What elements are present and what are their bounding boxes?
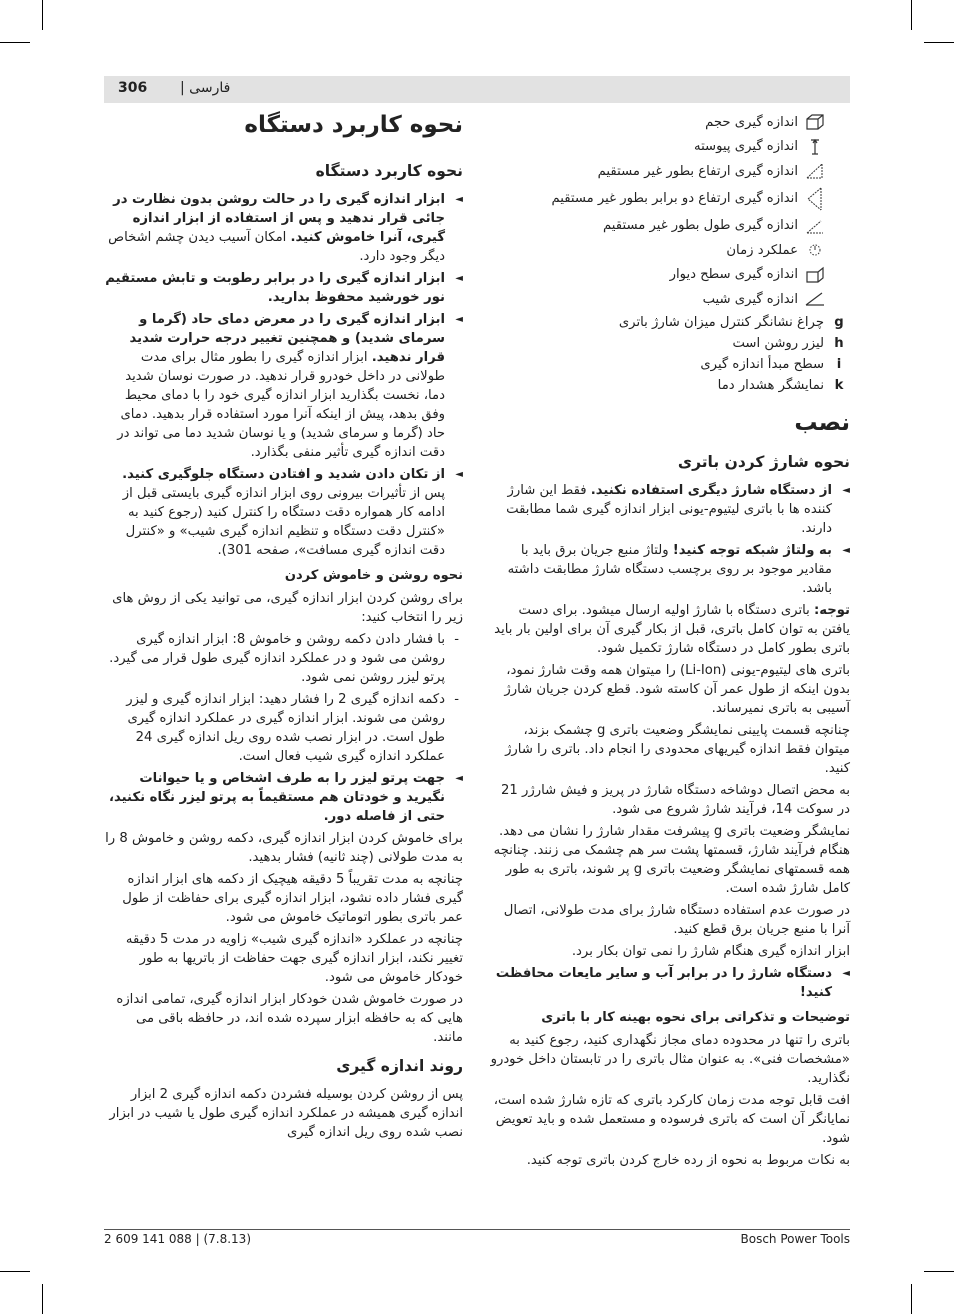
brand-label: Bosch Power Tools xyxy=(740,1232,850,1246)
paragraph: در صورت عدم استفاده دستگاه شارژ برای مدت طولانی، اتصال آنرا با منبع جریان برق قطع کنید. xyxy=(503,903,850,938)
crop-mark xyxy=(42,0,43,30)
warning-bullet: ◄ ابزار اندازه گیری را در برابر رطوبت و تابش مستقیم نور خورشید محفوظ بدارید. xyxy=(104,269,463,307)
dash-item: - با فشار دادن دکمه روشن و خاموش 8: ابزار اندازه گیری روشن می شود و در عملکرد اندازه گیری طول قرار می گیرد. پرتو لیزر روشن نمی شود. xyxy=(104,630,463,687)
page-number: 306 xyxy=(118,80,148,96)
subsection-heading: نحوه روشن و خاموش کردن xyxy=(284,567,463,583)
indirect-height-icon xyxy=(802,160,828,182)
warning-bullet: ◄ ابزار اندازه گیری را در معرض دمای حاد (گرما و سرمای شدید) و همچنین تغییر درجه حرارت شدید قرار ندهید. ابزار اندازه گیری را بطور مثال برای مدت طولانی در داخل خودرو قرار ندهید. در صورت نوسان شدید دما، نخست بگذارید ابزار اندازه گیری خود را با دمای محیط وفق بدهد، پیش از اینکه آنرا مورد استفاده قرار بدهید. دمای حاد (گرما و سرمای شدید) و یا نوسان شدید دما می تواند در دقت اندازه گیری تأثیر منفی بگذارد. xyxy=(104,310,463,462)
left-column xyxy=(104,110,463,1145)
dash-item: - دکمه اندازه گیری 2 را فشار دهید: ابزار اندازه گیری و لیزر روشن می شوند. ابزار اندازه گیری در عملکرد اندازه گیری طول است. در ابزار نصب شده روی ریل اندازه گیری 24 عملکرد اندازه گیری شیب فعال است. xyxy=(104,690,463,766)
symbol-row: اندازه گیری حجم xyxy=(490,110,850,135)
volume-measure-icon xyxy=(802,111,828,133)
wall-area-icon xyxy=(802,264,828,286)
footer-rule xyxy=(104,1229,850,1230)
paragraph: باتری را تنها در محدوده دمای مجاز نگهداری کنید، رجوع کنید به «مشخصات فنی». به عنوان مثال باتری را در تابستان داخل خودرو نگذارید. xyxy=(490,1033,850,1087)
crop-mark xyxy=(924,42,954,43)
symbol-list xyxy=(490,110,850,396)
warning-bullet: ◄ به ولتاژ شبکه توجه کنید! ولتاژ منبع جریان برق باید با مقادیر موجود بر روی برچسب دستگاه شارژ مطابقت داشته باشد. xyxy=(490,541,850,598)
paragraph: به نکات مربوط به نحوه از رده خارج کردن باتری توجه کنید. xyxy=(526,1153,850,1169)
subsection-heading: روند اندازه گیری xyxy=(336,1056,463,1075)
warning-bullet: ◄ از تکان دادن شدید و افتادن دستگاه جلوگیری کنید. پس از تأثیرات بیرونی روی ابزار اندازه گیری بایستی قبل از ادامه کار همواره دقت دستگاه را کنترل کنید (رجوع کنید به «کنترل دقت دستگاه و تنظیم اندازه گیری شیب» و «کنترل دقت اندازه گیری مسافت»، صفحه 301). xyxy=(104,465,463,560)
symbol-row: g چراغ نشانگر کنترل میزان شارژ باتری xyxy=(618,314,844,330)
right-column xyxy=(490,110,850,1173)
language-label: | فارسی xyxy=(180,80,231,96)
paragraph: در صورت خاموش شدن خودکار ابزار اندازه گیری، تمامی اندازه هایی که به حافظه ابزار سپرده شده اند، در حافظه باقی می مانند. xyxy=(116,991,463,1045)
paragraph: برای روشن کردن ابزار اندازه گیری، می توانید یکی از روش های زیر را انتخاب کنید: xyxy=(112,590,463,625)
page-header xyxy=(104,76,850,103)
paragraph: پس از روشن کردن بوسیله فشردن دکمه اندازه گیری 2 ابزار اندازه گیری همیشه در عملکرد اندازه گیری طول یا شیب در ابزار نصب شده روی ریل اندازه گیری xyxy=(109,1086,463,1140)
document-code: 2 609 141 088 | (7.8.13) xyxy=(104,1232,251,1246)
warning-bullet: ◄ از دستگاه شارژ دیگری استفاده نکنید. فقط این شارژ کننده ها با باتری لیتیوم-یونی ابزار اندازه گیری شما مطابقت دارند. xyxy=(490,481,850,538)
warning-bullet: ◄ جهت پرتو لیزر را به طرف اشخاص و یا حیوانات نگیرید و خودتان هم مستقیماً به پرتو لیزر نگاه نکنید، حتی از فاصله دور. xyxy=(104,769,463,826)
symbol-row: h لیزر روشن است xyxy=(732,335,844,351)
symbol-row: اندازه گیری شیب xyxy=(490,287,850,312)
double-indirect-height-icon xyxy=(802,188,828,210)
crop-mark xyxy=(924,1271,954,1272)
subsection-heading: نحوه شارژ کردن باتری xyxy=(677,453,850,472)
paragraph: چنانچه قسمت پایینی نمایشگر وضعیت باتری g چشمک بزند، میتوان فقط اندازه گیریهای محدودی را انجام داد. باتری را شارژ کنید. xyxy=(505,723,850,777)
timer-icon xyxy=(802,239,828,261)
symbol-row: اندازه گیری ارتفاع دو برابر بطور غیر مستقیم xyxy=(490,184,850,214)
paragraph: چنانچه در عملکرد «اندازه گیری شیب» زاویه در مدت 5 دقیقه تغییر نکند، ابزار اندازه گیری جهت حفاظت از باتریها به طور خودکار خاموش می شود. xyxy=(125,931,463,985)
subsection-heading: نحوه کاربرد دستگاه xyxy=(315,161,463,180)
crop-mark xyxy=(0,42,30,43)
crop-mark xyxy=(42,1284,43,1314)
indirect-length-icon xyxy=(802,215,828,237)
paragraph: نمایشگر وضعیت باتری g پیشرفت مقدار شارژ را نشان می دهد. هنگام فرآیند شارژ، قسمتها پشت سر هم چشمک می زنند. چنانچه همه قسمتهای نمایشگر وضعیت باتری g پر شوند، باتری به طور کامل شارژ شده است. xyxy=(493,824,850,897)
slope-measure-icon xyxy=(802,288,828,310)
subsection-heading: توضیحات و تذکراتی برای نحوه بهینه کار با باتری xyxy=(541,1010,850,1026)
note-paragraph: توجه: باتری دستگاه با شارژ اولیه ارسال میشود. برای دست یافتن به توان کامل باتری، قبل از بکار گیری آن برای اولین بار باید باتری بطور کامل در دستگاه شارژ تکمیل شود. xyxy=(494,603,850,657)
paragraph: باتری های لیتیوم-یونی (Li-Ion) را میتوان همه وقت شارژ نمود، بدون اینکه از طول عمر آن کاسته شود. قطع کردن جریان شارژ آسیبی به باتری نمیرساند. xyxy=(504,663,850,717)
paragraph: به محض اتصال دوشاخه دستگاه شارژ در پریز و فیش شارژر 21 در سوکت 14، فرآیند شارژ شروع می شود. xyxy=(501,783,850,818)
section-title: نحوه کاربرد دستگاه xyxy=(244,112,463,138)
paragraph: برای خاموش کردن ابزار اندازه گیری، دکمه روشن و خاموش 8 را به مدت طولانی (چند ثانیه) فشار بدهید. xyxy=(105,830,463,865)
symbol-row: اندازه گیری طول بطور غیر مستقیم xyxy=(490,214,850,239)
crop-mark xyxy=(911,1284,912,1314)
symbol-row: k نمایشگر هشدار دما xyxy=(717,377,844,393)
warning-bullet: ◄ دستگاه شارژ را در برابر آب و سایر مایعات محافظت کنید! xyxy=(490,964,850,1002)
paragraph: افت قابل توجه مدت زمان کارکرد باتری که تازه شارژ شده است، نمایانگر آن است که باتری فرسوده و مستعمل شده و باید تعویض شود. xyxy=(493,1093,850,1147)
paragraph: چنانچه به مدت تقریباً 5 دقیقه هیچیک از دکمه های ابزار اندازه گیری فشار داده نشود، ابزار اندازه گیری برای حفاظت از طول عمر باتری بطور اتوماتیک خاموش می شود. xyxy=(122,871,463,925)
symbol-row: اندازه گیری سطح دیوار xyxy=(490,263,850,288)
symbol-row: اندازه گیری پیوسته xyxy=(490,135,850,160)
symbol-row: عملکرد زمان xyxy=(490,238,850,263)
symbol-row: i سطح مبدأ اندازه گیری xyxy=(700,356,842,372)
paragraph: ابزار اندازه گیری هنگام شارژ را نمی توان بکار برد. xyxy=(571,944,850,960)
symbol-row: اندازه گیری ارتفاع بطور غیر مستقیم xyxy=(490,159,850,184)
crop-mark xyxy=(911,0,912,30)
section-title: نصب xyxy=(794,409,850,436)
continuous-measure-icon xyxy=(802,136,828,158)
warning-bullet: ◄ ابزار اندازه گیری را در حالت روشن بدون نظارت در جائی قرار ندهید و پس از استفاده از ابزار اندازه گیری، آنرا خاموش کنید. امکان آسیب دیدن چشم اشخاص دیگر وجود دارد. xyxy=(104,190,463,266)
crop-mark xyxy=(0,1271,30,1272)
